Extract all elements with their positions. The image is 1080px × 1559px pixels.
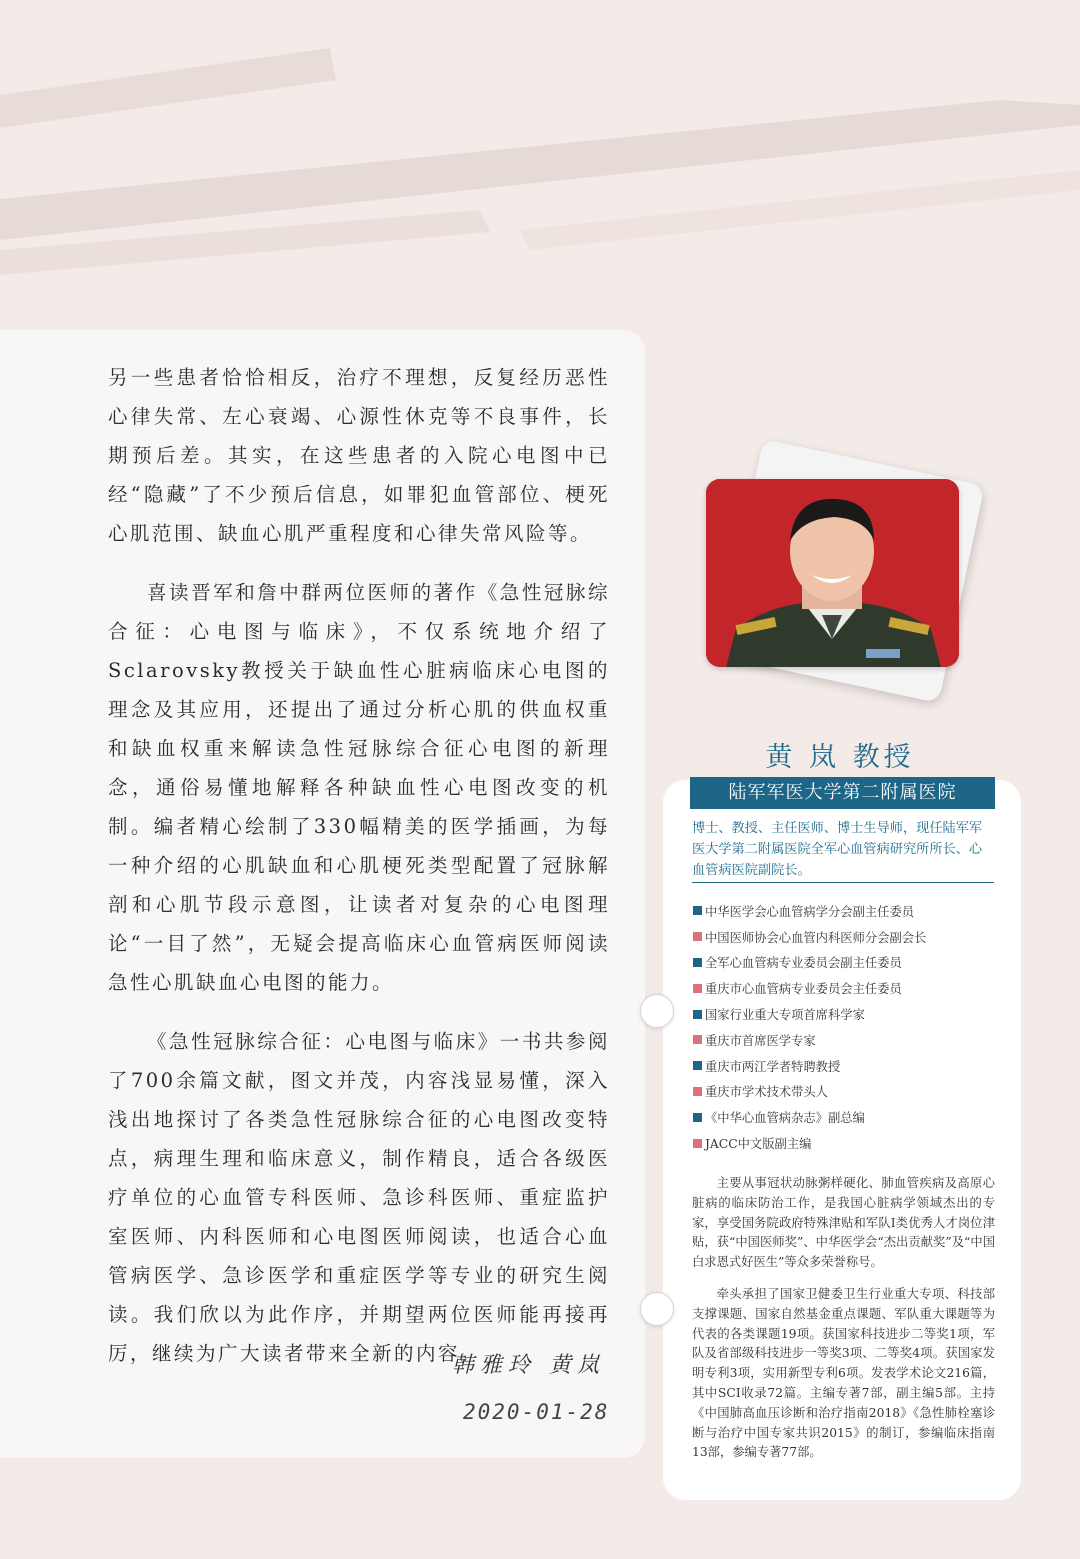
background-stripes: [0, 0, 1080, 340]
position-item: 重庆市心血管病专业委员会主任委员: [693, 975, 1003, 1001]
position-item: 重庆市首席医学专家: [693, 1027, 1003, 1053]
bullet-square: [693, 932, 702, 941]
portrait-illustration: [706, 479, 959, 667]
preface-paragraph-2: 喜读晋军和詹中群两位医师的著作《急性冠脉综合征：心电图与临床》，不仅系统地介绍了Sclarovsky教授关于缺血性心脏病临床心电图的理念及其应用，还提出了通过分析心肌的供血权重和缺血权重来解读急性冠脉综合征心电图的新理念，通俗易懂地解释各种缺血性心电图改变的机制。编者精心绘制了330幅精美的医学插画，为每一种介绍的心肌缺血和心肌梗死类型配置了冠脉解剖和心肌节段示意图，让读者对复杂的心电图理论“一目了然”，无疑会提高临床心血管病医师阅读急性心肌缺血心电图的能力。: [108, 581, 610, 994]
preface-body: [108, 358, 610, 1393]
bullet-square: [693, 1061, 702, 1070]
signature-date: 2020-01-28: [463, 1400, 610, 1424]
preface-paragraph-3: 《急性冠脉综合征：心电图与临床》一书共参阅了700余篇文献，图文并茂，内容浅显易懂，深入浅出地探讨了各类急性冠脉综合征的心电图改变特点，病理生理和临床意义，制作精良，适合各级医疗单位的心血管专科医师、急诊科医师、重症监护室医师、内科医师和心电图医师阅读，也适合心血管病医学、急诊医学和重症医学等专业的研究生阅读。我们欣以为此作序，并期望两位医师能再接再厉，继续为广大读者带来全新的内容。: [108, 1030, 610, 1365]
position-item: 国家行业重大专项首席科学家: [693, 1001, 1003, 1027]
positions-list: [693, 898, 1003, 1156]
summary-divider: [692, 882, 994, 883]
bullet-square: [693, 984, 702, 993]
position-item: 《中华心血管病杂志》副总编: [693, 1104, 1003, 1130]
bullet-square: [693, 1113, 702, 1122]
position-item: JACC中文版副主编: [693, 1130, 1003, 1156]
position-item: 全军心血管病专业委员会副主任委员: [693, 950, 1003, 976]
professor-name: 黄 岚 教授: [765, 742, 915, 773]
page-circle-decoration: [640, 1292, 674, 1326]
position-item: 中华医学会心血管病学分会副主任委员: [693, 898, 1003, 924]
preface-paragraph-1: 另一些患者恰恰相反，治疗不理想，反复经历恶性心律失常、左心衰竭、心源性休克等不良事件，长期预后差。其实，在这些患者的入院心电图中已经“隐藏”了不少预后信息，如罪犯血管部位、梗死心肌范围、缺血心肌严重程度和心律失常风险等。: [108, 366, 610, 545]
signature-names: 韩雅玲 黄岚: [452, 1353, 605, 1378]
page-circle-decoration: [640, 994, 674, 1028]
bullet-square: [693, 1035, 702, 1044]
profile-summary: 博士、教授、主任医师、博士生导师，现任陆军军医大学第二附属医院全军心血管病研究所所长、心血管病医院副院长。: [692, 821, 983, 878]
bullet-square: [693, 1139, 702, 1148]
portrait-photo: [706, 479, 959, 667]
position-item: 重庆市两江学者特聘教授: [693, 1053, 1003, 1079]
bullet-square: [693, 906, 702, 915]
bio-paragraph-1: 主要从事冠状动脉粥样硬化、肺血管疾病及高原心脏病的临床防治工作，是我国心脏病学领域杰出的专家，享受国务院政府特殊津贴和军队Ⅰ类优秀人才岗位津贴，获“中国医师奖”、中华医学会“杰出贡献奖”及“中国白求恩式好医生”等众多荣誉称号。: [692, 1176, 995, 1270]
hospital-banner: 陆军军医大学第二附属医院: [690, 777, 995, 809]
bio-paragraph-2: 牵头承担了国家卫健委卫生行业重大专项、科技部支撑课题、国家自然基金重点课题、军队重大课题等为代表的各类课题19项。获国家科技进步二等奖1项，军队及省部级科技进步一等奖3项、二等奖4项。获国家发明专利3项，实用新型专利6项。发表学术论文216篇，其中SCI收录72篇。主编专著7部，副主编5部。主持《中国肺高血压诊断和治疗指南2018》《急性肺栓塞诊断与治疗中国专家共识2015》的制订，参编临床指南13部，参编专著77部。: [692, 1287, 995, 1460]
bullet-square: [693, 1087, 702, 1096]
bullet-square: [693, 958, 702, 967]
position-item: 中国医师协会心血管内科医师分会副会长: [693, 924, 1003, 950]
bullet-square: [693, 1010, 702, 1019]
position-item: 重庆市学术技术带头人: [693, 1079, 1003, 1105]
